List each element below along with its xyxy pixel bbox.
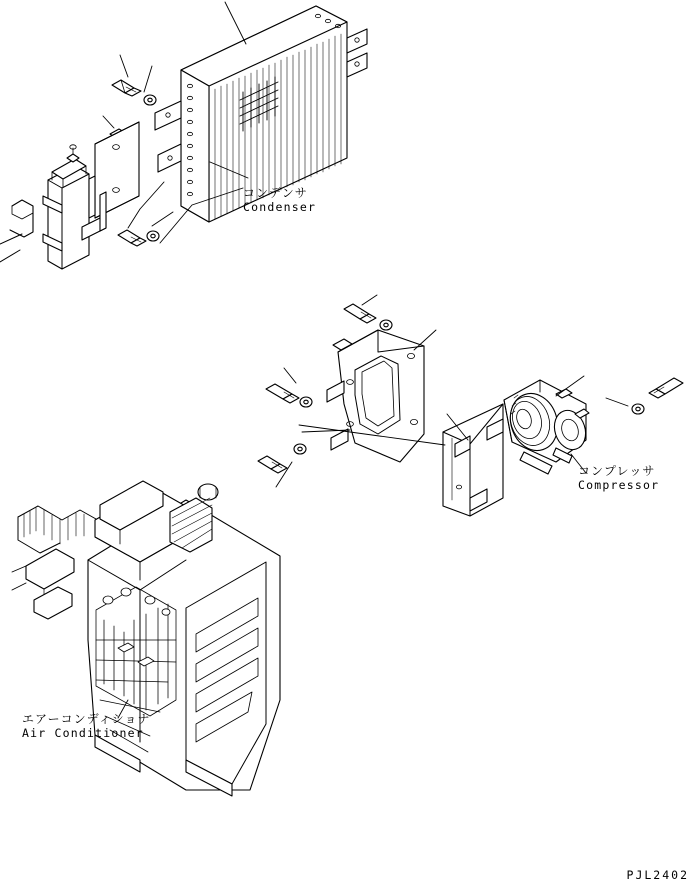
- drawing-number: PJL2402: [626, 868, 689, 882]
- label-condenser-jp: コンデンサ: [243, 186, 308, 200]
- label-compressor-en: Compressor: [578, 478, 660, 492]
- receiver-drier: [0, 145, 89, 269]
- label-air-conditioner-en: Air Conditioner: [22, 726, 144, 740]
- air-conditioner-unit: [12, 481, 280, 796]
- compressor-unit: [503, 380, 590, 474]
- label-condenser-en: Condenser: [243, 200, 317, 214]
- label-condenser: [243, 186, 316, 214]
- label-air-conditioner-jp: エアーコンディショナ: [22, 712, 151, 726]
- label-compressor-jp: コンプレッサ: [578, 464, 656, 478]
- compressor-bracket: [327, 330, 424, 462]
- receiver-bracket: [82, 122, 139, 240]
- label-compressor: [578, 464, 659, 492]
- label-air-conditioner: [22, 712, 150, 740]
